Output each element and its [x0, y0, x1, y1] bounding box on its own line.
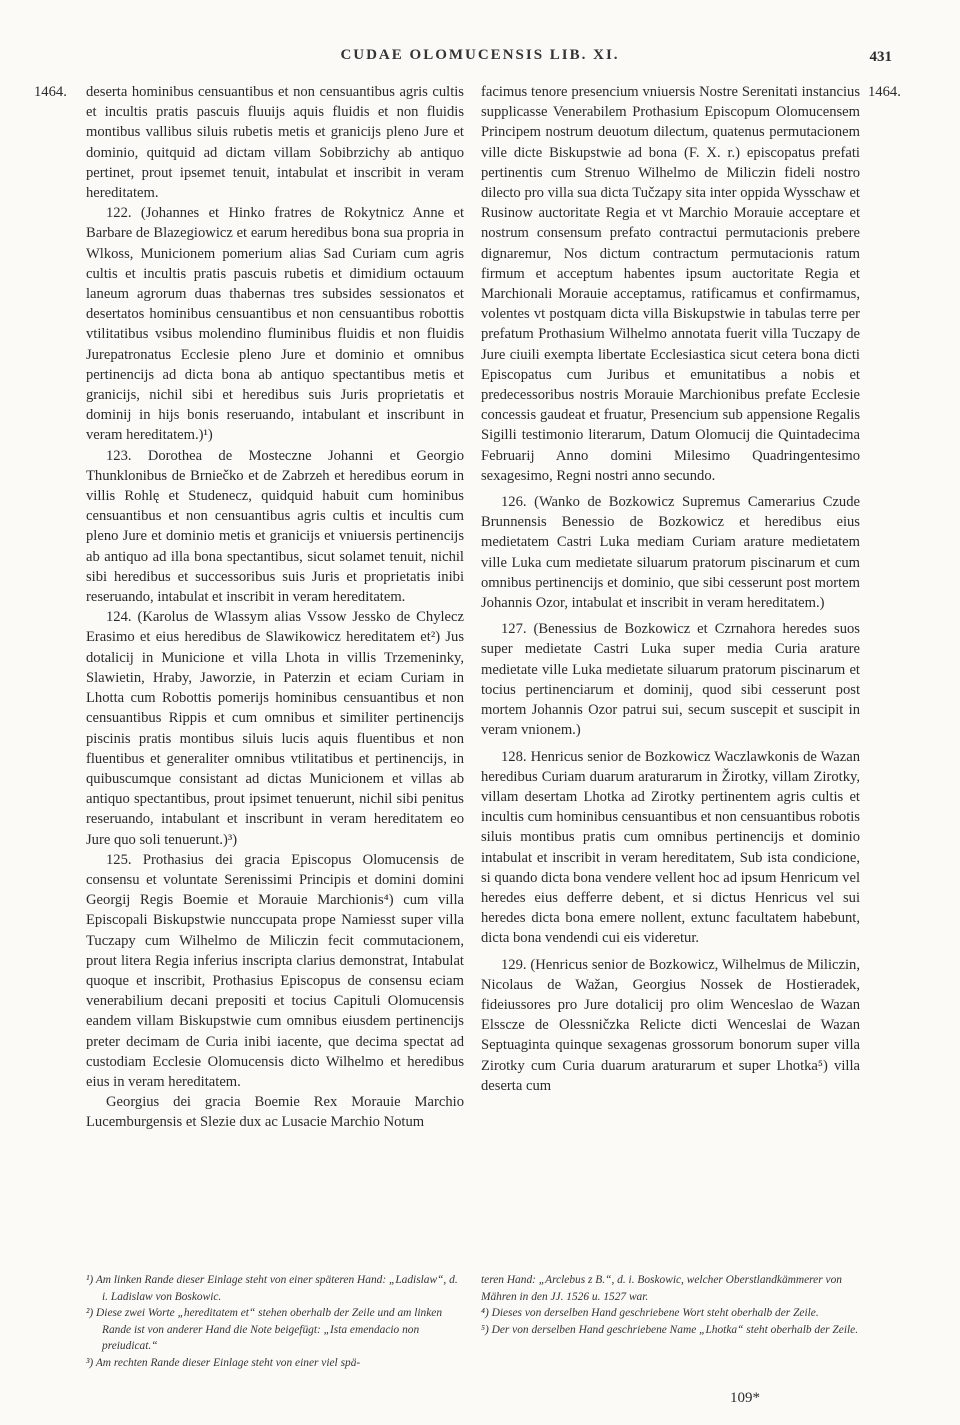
entry-124: 124. (Karolus de Wlassym alias Vssow Jessko de Chylecz Erasimo et eius heredibus de Slawikowicz hereditatem et²) Jus dotalicij in Municione et villa Lhota in villis Trzemeninky, Slawietin, Hraby, Jaworzie, in Paterzin et eciam Curiam in Lhotta cum Robottis pomerijs hominibus censuantibus et non censuantibus Rippis et cum omnibus et similiter pertinencijs piscinis pratis montibus siluis lucis aquis fluentibus et non fluentibus et generaliter omnibus vtilitatibus et pertinencijs, in quibuscumque consistant ad dictas Municionem et villas ab antiquo spectantibus, prout ipsimet tenuerunt, nichil sibi penitus reseruando, intabulant et inscribunt in veram hereditatem eo Jure quo soli tenuerunt.)³) — [86, 609, 464, 848]
right-column — [481, 82, 860, 1096]
footnote-2: ²) Diese zwei Worte „hereditatem et“ stehen oberhalb der Zeile und am linken Rande ist von anderer Hand die Note beigefügt: „Ista emendacio non preiudicat.“ — [86, 1307, 443, 1353]
entry-127: 127. (Benessius de Bozkowicz et Czrnahora heredes suos super medietate Castri Luka super media Curia arature medietate ville Luka medietate siluarum pratorum piscinarum et tocius pertinenciarum et dominij, quod sibi cesserunt post mortem Johannis Ozor patrui sui, secum suscepit et suscipit in veram vnionem.) — [481, 621, 860, 739]
footnotes-left — [86, 1272, 464, 1372]
entry-128: 128. Henricus senior de Bozkowicz Waczlawkonis de Wazan heredibus Curiam duarum araturarum in Žirotky, villam Zirotky, villam desertam Lhotka ad Zirotky pertinentem agris cultis et incultis cum hominibus censuantibus et non censuantibus robotis siluis montibus pratis cum omnibus pertinencijs et dominio intabulat et inscribit in veram hereditatem, Sub ista condicione, si quando dicta bona vendere vellent hoc ad ipsum Henricum vel heredes eius defferre debent, et si dictus Henricus vel sui heredes dicta bona emere nollent, extunc facultatem habebunt, dicta bona vendendi cui eis videretur. — [481, 748, 860, 947]
footnote-5: ⁵) Der von derselben Hand geschriebene Name „Lhotka“ steht oberhalb der Zeile. — [481, 1323, 859, 1336]
entry-125: 125. Prothasius dei gracia Episcopus Olomucensis de consensu et voluntate Serenissimi Principis et domini domini Georgij Regis Boemie et Morauie Marchionis⁴) cum villa Episcopali Biskupstwie nunccupata prope Namiesst super villa Tuczapy cum Wilhelmo de Miliczin fecit commutacionem, prout litera Regia inferius inscripta clarius demonstrat, Intabulat quoque et inscribit, Prothasius Episcopus de consensu eciam venerabilium decani prepositi et tocius Capituli Olomucensis eandem villam Biskupstwie cum omnibus eiusdem pertinencijs preter decimam de Curia inibi iacente, que decima spectat ad custodiam Ecclesie Olomucensis dicto Wilhelmo et heredibus eius in veram hereditatem. — [86, 851, 464, 1090]
entry-122: 122. (Johannes et Hinko fratres de Rokytnicz Anne et Barbare de Blazegiowicz et earum heredibus bona sua propria in Wlkoss, Municionem pomerium alias Sad Curiam cum agris cultis et incultis pratis pascuis rubetis et dimidium octauum laneum agrorum duas thabernas tres subsides sessionatos et desertatos hominibus censuantibus et non censuantibus robottis vtilitatibus vsibus molendino fluminibus fluidis et non fluidis Jurepatronatus Ecclesie pleno Jure et dominio et omnibus pertinencijs ad dicta bona ab antiquo spectantibus metis et granicijs, nichil sibi et heredibus suis Juris proprietatis et dominij in hijs bonis reseruando, intabulant et inscribunt in veram hereditatem.)¹) — [86, 205, 464, 444]
footnote-3-continuation: teren Hand: „Arclebus z B.“, d. i. Boskowic, welcher Oberstlandkämmerer von Mähren in den JJ. 1526 u. 1527 war. — [481, 1274, 842, 1303]
royal-charter-opening: Georgius dei gracia Boemie Rex Morauie Marchio Lucemburgensis et Slezie dux ac Lusacie Marchio Notum — [86, 1094, 464, 1131]
footnote-3: ³) Am rechten Rande dieser Einlage steht von einer viel spä- — [86, 1356, 361, 1369]
entry-123: 123. Dorothea de Mosteczne Johanni et Georgio Thunklonibus de Brniečko et de Zabrzeh et heredibus eorum in villis Rohlę et Studenecz, quidquid habuit cum hominibus censuantibus et non censuantibus agris cultis et incultis cum pleno Jure et dominio metis et granicijs et vniuersis pertinencijs ab antiquo ad illa bona spectantibus, sicut solamet tenuit, nichil sibi heredibus et successoribus suis Juris et proprietatis inibi reseruando, intabulat et inscribit in veram hereditatem. — [86, 447, 464, 606]
left-column — [86, 82, 464, 1133]
signature-mark: 109* — [730, 1390, 760, 1406]
footnote-1: ¹) Am linken Rande dieser Einlage steht von einer späteren Hand: „Ladislaw“, d. i. Ladislaw von Boskowic. — [86, 1274, 458, 1303]
footnote-4: ⁴) Dieses von derselben Hand geschriebene Wort steht oberhalb der Zeile. — [481, 1307, 819, 1320]
entry-126: 126. (Wanko de Bozkowicz Supremus Camerarius Czude Brunnensis Benessio de Bozkowicz et heredibus eius medietatem Castri Luka mediam Curiam arature medietatem ville Luka cum medietate siluarum pratorum piscinarum et cum omnibus pertinencijs et dominio, que sibi cesserunt post mortem Johannis Ozor, intabulat et inscribit in veram hereditatem.) — [481, 494, 860, 612]
running-title: CUDAE OLOMUCENSIS LIB. XI. — [340, 47, 620, 63]
running-head — [0, 47, 960, 71]
footnotes-right — [481, 1272, 860, 1338]
left-paragraph-continuation: deserta hominibus censuantibus et non censuantibus agris cultis et incultis pratis pascuis fluuijs aquis fluidis et non fluidis montibus vallibus siluis rubetis metis et granicijs pleno Jure et dominio, quitquid ad dictam villam Sobibrzichy ab antiquo pertinet, prout ipsemet tenuit, intabulat et inscribit in veram hereditatem. — [86, 84, 464, 202]
royal-charter-continuation: facimus tenore presencium vniuersis Nostre Serenitati instancius supplicasse Venerabilem Prothasium Episcopum Olomucensem Principem nostrum deuotum dilectum, quatenus permutacionem ville dicte Biskupstwie ad bona (F. X. r.) episcopatus prefati pertinentis cum Strenuo Wilhelmo de Miliczin fideli nostro dilecto pro villa sua dicta Tučzapy sita inter oppida Wysschaw et Rusinow auctoritate Regia et vt Marchio Morauie acceptare et nostrum consensum prefato contractui permutacionis prebere dignaremur, Nos dictum contractum permutacionis ratum firmum et acceptum habentes ipsum auctoritate Regia et Marchionali Morauie acceptamus, ratificamus et confirmamus, volentes vt postquam dicta villa Biskupstwie in tabulas terre per prefatum Prothasium Wilhelmo annotata fuerit villa Tuczapy de Jure ciuili exempta libertate Ecclesiastica sicut cetera bona dicti Episcopatus cum Juribus et emunitatibus a nobis et predecessoribus nostris Morauie Marchionibus prefate Ecclesie concessis gaudeat et fruatur, Presencium sub appensione Regalis Sigilli testimonio literarum, Datum Olomucij die Quintadecima Februarij Anno domini Milesimo Quadringentesimo sexagesimo, Regni nostri anno secundo. — [481, 84, 860, 484]
margin-year-left: 1464. — [34, 84, 67, 100]
margin-year-right: 1464. — [868, 84, 901, 100]
entry-129: 129. (Henricus senior de Bozkowicz, Wilhelmus de Miliczin, Nicolaus de Wažan, Georgius Nossek de Hostieradek, fideiussores pro Jure dotalicij pro olim Wenceslao de Wazan Elsscze de Olessničzka Relicte dicti Wenceslai de Wazan Septuaginta quinque sexagenas grossorum bonorum super villa Zirotky cum Curia duarum araturarum et super Lhotka⁵) villa deserta cum — [481, 956, 860, 1094]
page-number: 431 — [869, 49, 892, 65]
